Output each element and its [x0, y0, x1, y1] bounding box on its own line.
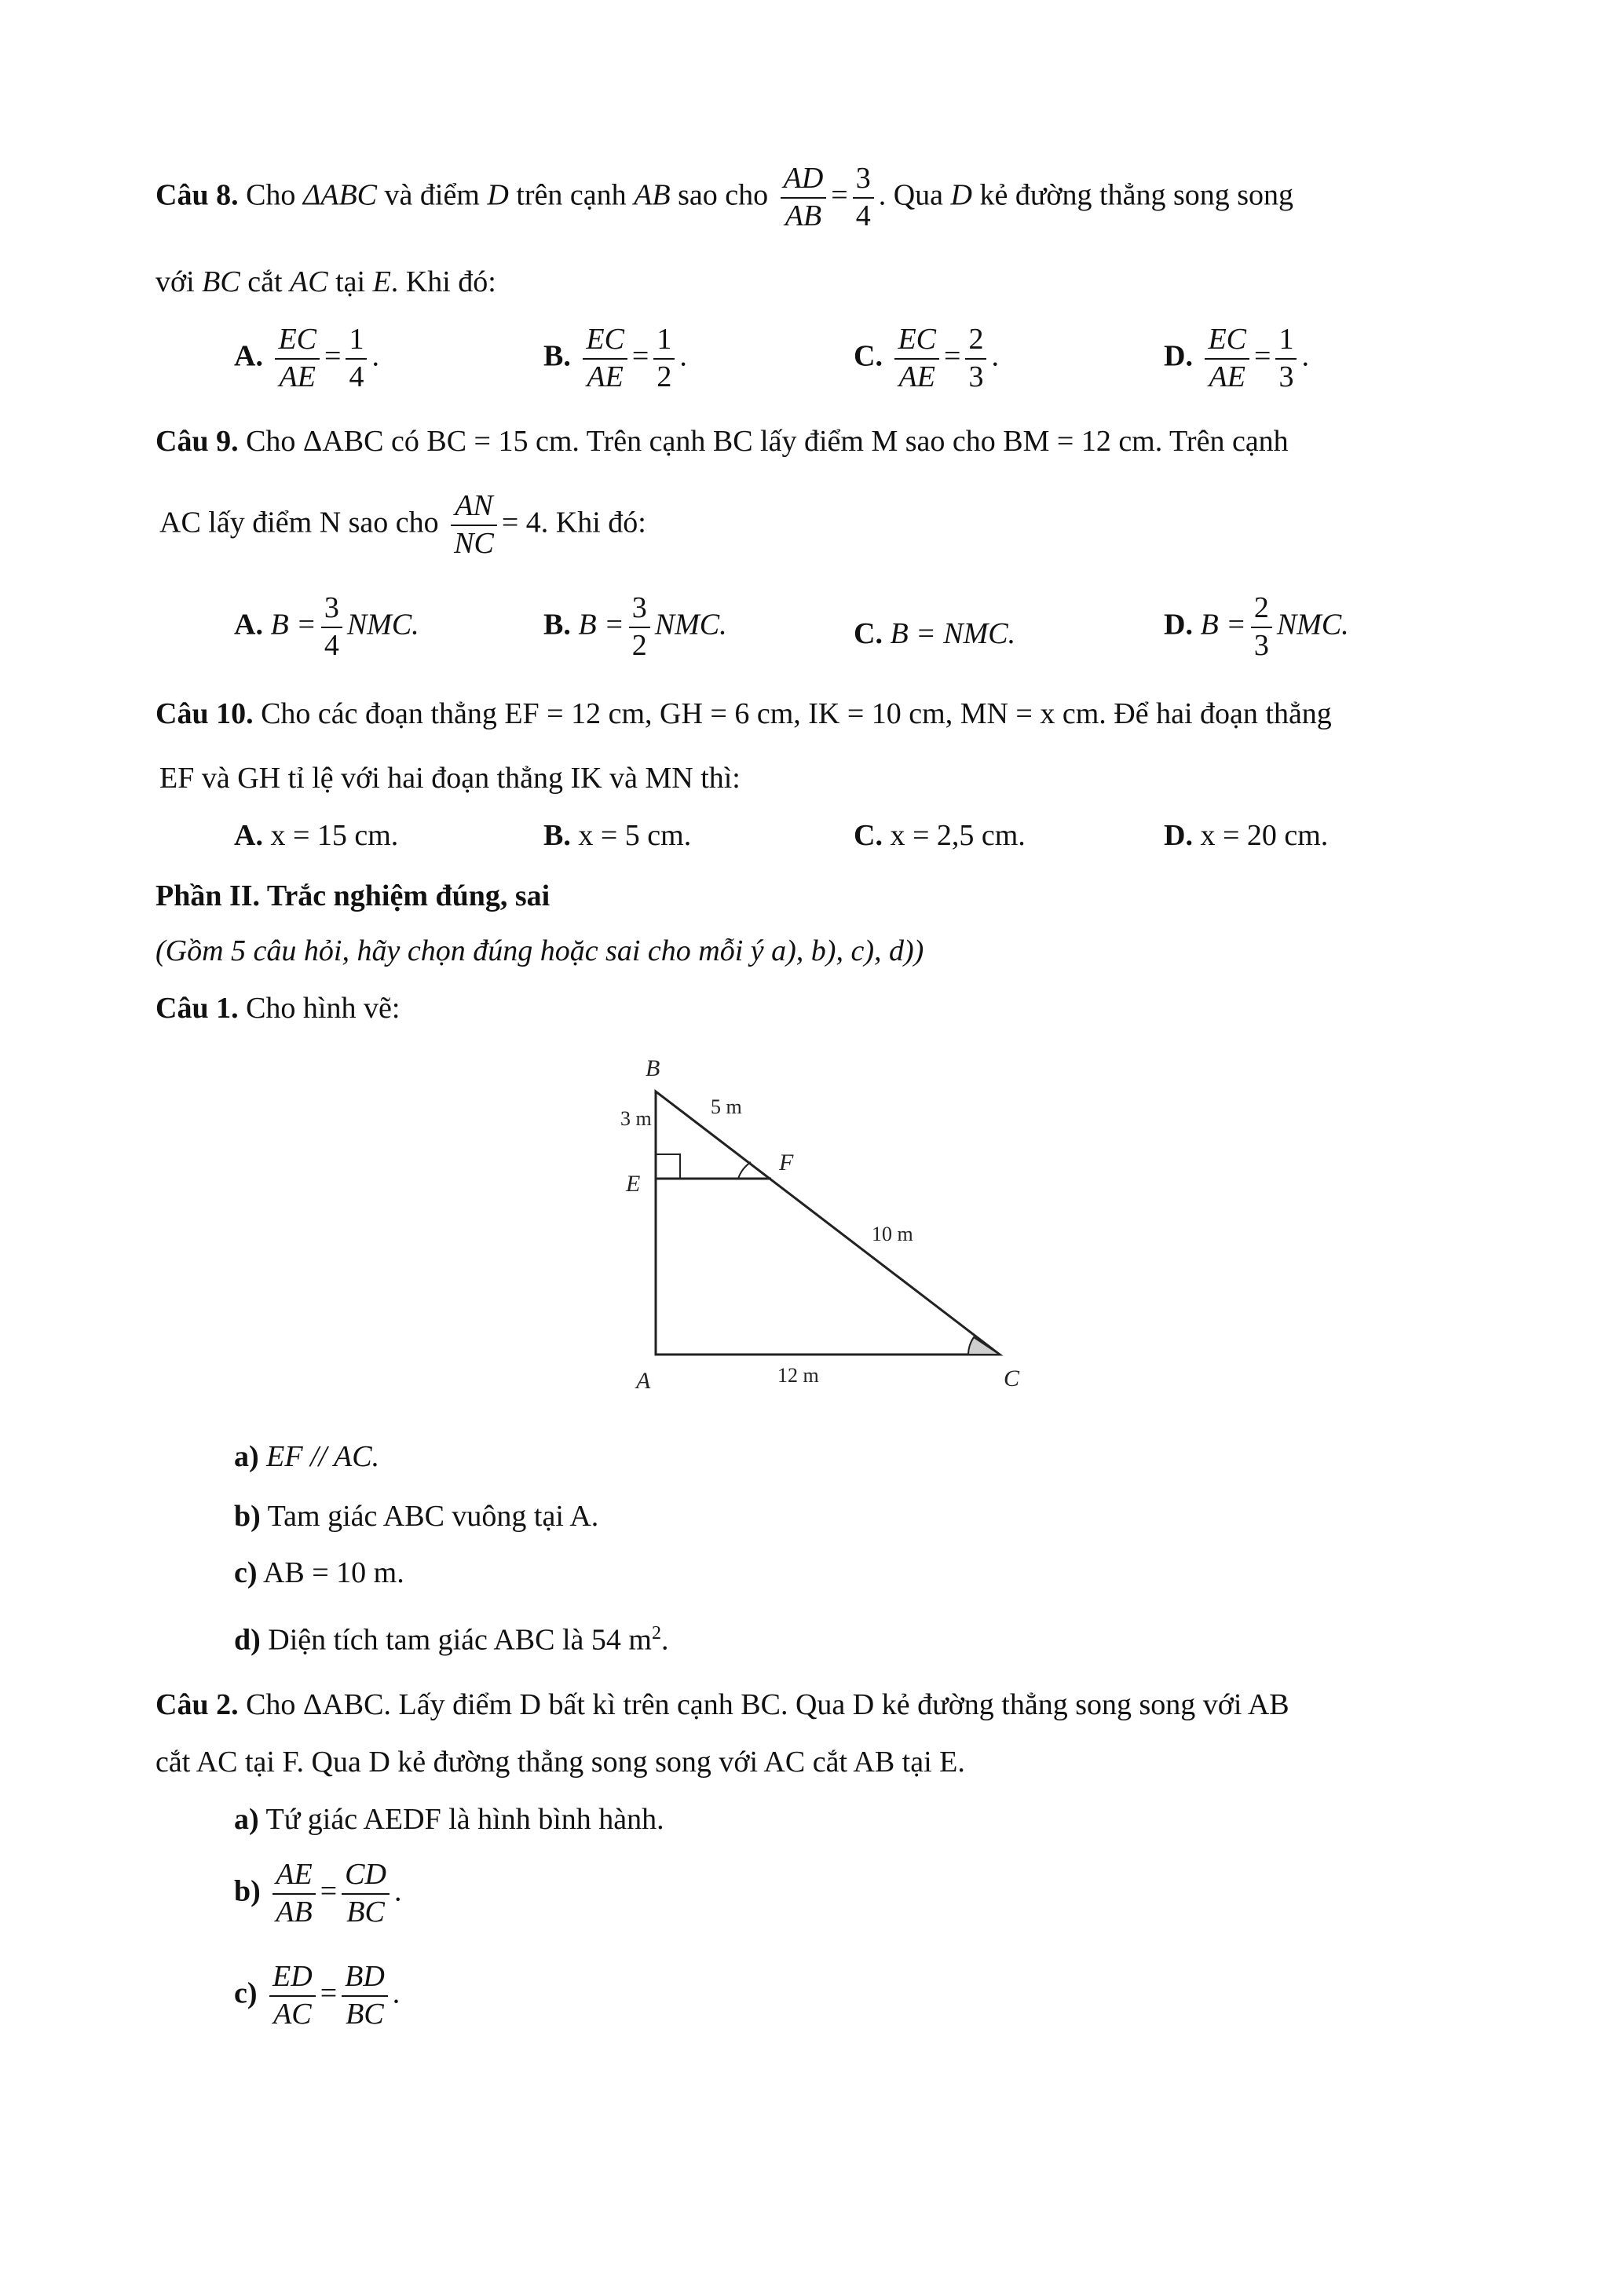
q8-option-b[interactable]: B. $\frac{EC}{AE}$ = $\frac{1}{2}$ .	[543, 323, 687, 393]
part2-subtitle: (Gồm 5 câu hỏi, hãy chọn đúng hoặc sai cho mỗi ý a), b), c), d))	[155, 934, 924, 967]
q8-option-c[interactable]: C. $\frac{EC}{AE}$ = $\frac{2}{3}$ .	[854, 323, 999, 393]
triangle-figure	[597, 1052, 1037, 1398]
q10-option-a[interactable]: A. x = 15 cm.	[234, 819, 399, 852]
q8-option-a[interactable]: A. $\frac{EC}{AE}$ = $\frac{1}{4}$ .	[234, 323, 379, 393]
q8-fraction-3-4: $\frac{3}{4}$	[853, 161, 874, 234]
q10-line2: EF và GH tỉ lệ với hai đoạn thẳng IK và MN thì:	[159, 762, 741, 795]
label-12m: 12 m	[777, 1364, 819, 1387]
q8-t4: sao cho	[678, 178, 769, 212]
q8-t6: kẻ đường thẳng song song	[979, 178, 1294, 212]
angle-mark-f	[738, 1162, 751, 1179]
q10-line1: Câu 10. Cho các đoạn thẳng EF = 12 cm, GH = 6 cm, IK = 10 cm, MN = x cm. Để hai đoạn thẳng	[155, 697, 1332, 730]
label-10m: 10 m	[872, 1223, 913, 1245]
q8-option-d[interactable]: D. $\frac{EC}{AE}$ = $\frac{1}{3}$ .	[1164, 323, 1309, 393]
label-f: F	[779, 1150, 794, 1175]
q9-fraction-an-nc: $\frac{AN}{NC}$	[451, 488, 497, 561]
q9-option-a[interactable]: A. B = $\frac{3}{4}$ NMC.	[234, 591, 419, 662]
triangle-abc	[656, 1091, 1000, 1355]
p2q2-item-b[interactable]: b) $\frac{AE}{AB}$ = $\frac{CD}{BC}$ .	[234, 1858, 402, 1929]
p2q1-item-a[interactable]: a) EF // AC.	[234, 1440, 380, 1473]
p2q2-line2: cắt AC tại F. Qua D kẻ đường thẳng song song với AC cắt AB tại E.	[155, 1746, 965, 1779]
label-c: C	[1004, 1366, 1020, 1391]
q8-triangle: ΔABC	[302, 178, 378, 212]
q10-option-d[interactable]: D. x = 20 cm.	[1164, 819, 1329, 852]
q8-d2: D	[950, 178, 972, 212]
q8-label: Câu 8.	[155, 178, 239, 212]
label-b: B	[646, 1055, 660, 1081]
q8-ab: AB	[634, 178, 671, 212]
q8-t5: . Qua	[878, 178, 944, 212]
q8-line1: Câu 8. Cho ΔABC và điểm D trên cạnh AB sao cho $\frac{AD}{AB}$ = $\frac{3}{4}$ . Qua D kẻ đường thẳng song song	[155, 161, 1293, 234]
q8-t2: và điểm	[384, 178, 480, 212]
q9-label: Câu 9.	[155, 425, 239, 458]
q9-option-d[interactable]: D. B = $\frac{2}{3}$ NMC.	[1164, 591, 1349, 662]
label-e: E	[626, 1171, 641, 1197]
q10-option-b[interactable]: B. x = 5 cm.	[543, 819, 692, 852]
p2q1-item-c[interactable]: c) AB = 10 m.	[234, 1556, 404, 1589]
label-5m: 5 m	[711, 1095, 742, 1118]
q8-t1: Cho	[246, 178, 296, 212]
q9-line1: Câu 9. Cho ΔABC có BC = 15 cm. Trên cạnh BC lấy điểm M sao cho BM = 12 cm. Trên cạnh	[155, 425, 1289, 458]
p2q2-item-a[interactable]: a) Tứ giác AEDF là hình bình hành.	[234, 1803, 664, 1836]
q8-d: D	[487, 178, 509, 212]
p2q1-line: Câu 1. Cho hình vẽ:	[155, 992, 401, 1025]
p2q2-item-c[interactable]: c) $\frac{ED}{AC}$ = $\frac{BD}{BC}$ .	[234, 1960, 401, 2031]
q8-line2: với BC cắt AC tại E. Khi đó:	[155, 265, 496, 298]
q8-fraction-ad-ab: $\frac{AD}{AB}$	[781, 161, 827, 234]
q9-line2: AC lấy điểm N sao cho $\frac{AN}{NC}$ = 4. Khi đó:	[159, 488, 646, 561]
p2q1-item-b[interactable]: b) Tam giác ABC vuông tại A.	[234, 1500, 599, 1533]
q10-label: Câu 10.	[155, 697, 254, 730]
p2q1-item-d[interactable]: d) Diện tích tam giác ABC là 54 $m^2$.	[234, 1623, 669, 1657]
q9-option-b[interactable]: B. B = $\frac{3}{2}$ NMC.	[543, 591, 727, 662]
label-3m: 3 m	[620, 1107, 652, 1130]
p2q2-line1: Câu 2. Cho ΔABC. Lấy điểm D bất kì trên cạnh BC. Qua D kẻ đường thẳng song song với AB	[155, 1688, 1289, 1721]
right-angle-mark	[656, 1154, 680, 1179]
q9-option-c[interactable]: C. B = NMC.	[854, 617, 1016, 650]
label-a: A	[636, 1368, 651, 1394]
q8-t3: trên cạnh	[516, 178, 627, 212]
angle-mark-c	[968, 1337, 1000, 1355]
q10-option-c[interactable]: C. x = 2,5 cm.	[854, 819, 1026, 852]
part2-title: Phần II. Trắc nghiệm đúng, sai	[155, 879, 550, 912]
